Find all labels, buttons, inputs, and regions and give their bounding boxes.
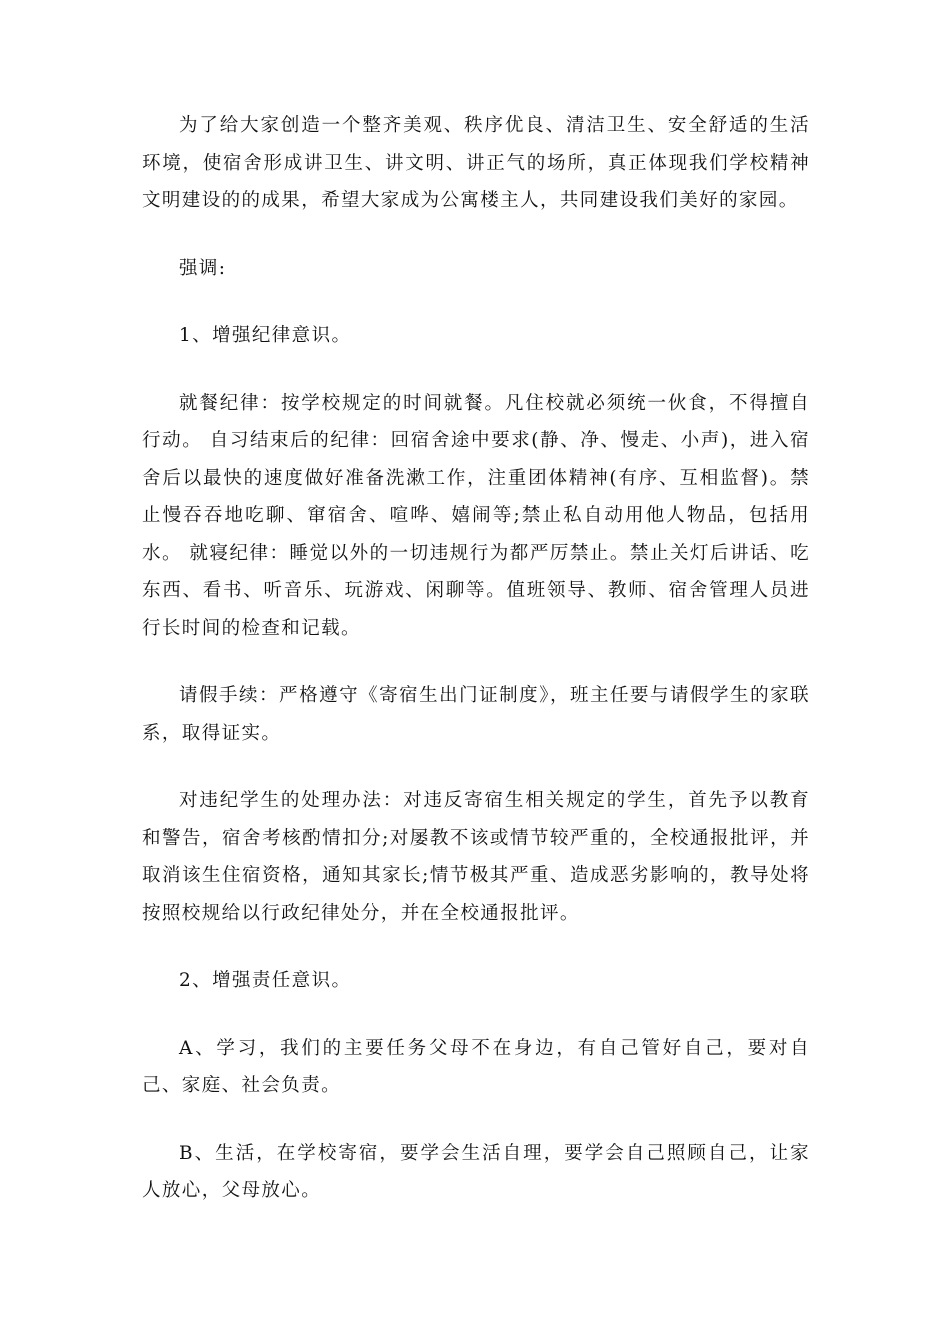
paragraph-discipline-heading: 1、增强纪律意识。 xyxy=(179,325,352,346)
paragraph-violation-handling: 对违纪学生的处理办法：对违反寄宿生相关规定的学生，首先予以教育和警告，宿舍考核酌情扣分;对屡教不该或情节较严重的，全校通报批评，并取消该生住宿资格，通知其家长;情节极其严重、造成恶劣影响的，教导处将按照校规给以行政纪律处分，并在全校通报批评。 xyxy=(142,790,810,924)
paragraph-life: B、生活，在学校寄宿，要学会生活自理，要学会自己照顾自己，让家人放心，父母放心。 xyxy=(142,1142,810,1201)
paragraph-responsibility-heading: 2、增强责任意识。 xyxy=(179,970,352,991)
paragraph-leave-procedure: 请假手续：严格遵守《寄宿生出门证制度》，班主任要与请假学生的家联系，取得证实。 xyxy=(142,685,810,744)
paragraph-emphasis-heading: 强调: xyxy=(179,257,227,279)
paragraph-intro: 为了给大家创造一个整齐美观、秩序优良、清洁卫生、安全舒适的生活环境，使宿舍形成讲卫生、讲文明、讲正气的场所，真正体现我们学校精神文明建设的的成果，希望大家成为公寓楼主人，共同建设我们美好的家园。 xyxy=(142,115,810,211)
paragraph-dining-discipline: 就餐纪律：按学校规定的时间就餐。凡住校就必须统一伙食，不得擅自行动。 自习结束后的纪律：回宿舍途中要求(静、净、慢走、小声)，进入宿舍后以最快的速度做好准备洗漱工作，注重团体精神(有序、互相监督)。禁止慢吞吞地吃聊、窜宿舍、喧哗、嬉闹等;禁止私自动用他人物品，包括用水。 就寝纪律：睡觉以外的一切违规行为都严厉禁止。禁止关灯后讲话、吃东西、看书、听音乐、玩游戏、闲聊等。值班领导、教师、宿舍管理人员进行长时间的检查和记载。 xyxy=(142,392,810,639)
document-body xyxy=(142,107,810,1210)
paragraph-study: A、学习，我们的主要任务父母不在身边，有自己管好自己，要对自己、家庭、社会负责。 xyxy=(142,1037,810,1096)
